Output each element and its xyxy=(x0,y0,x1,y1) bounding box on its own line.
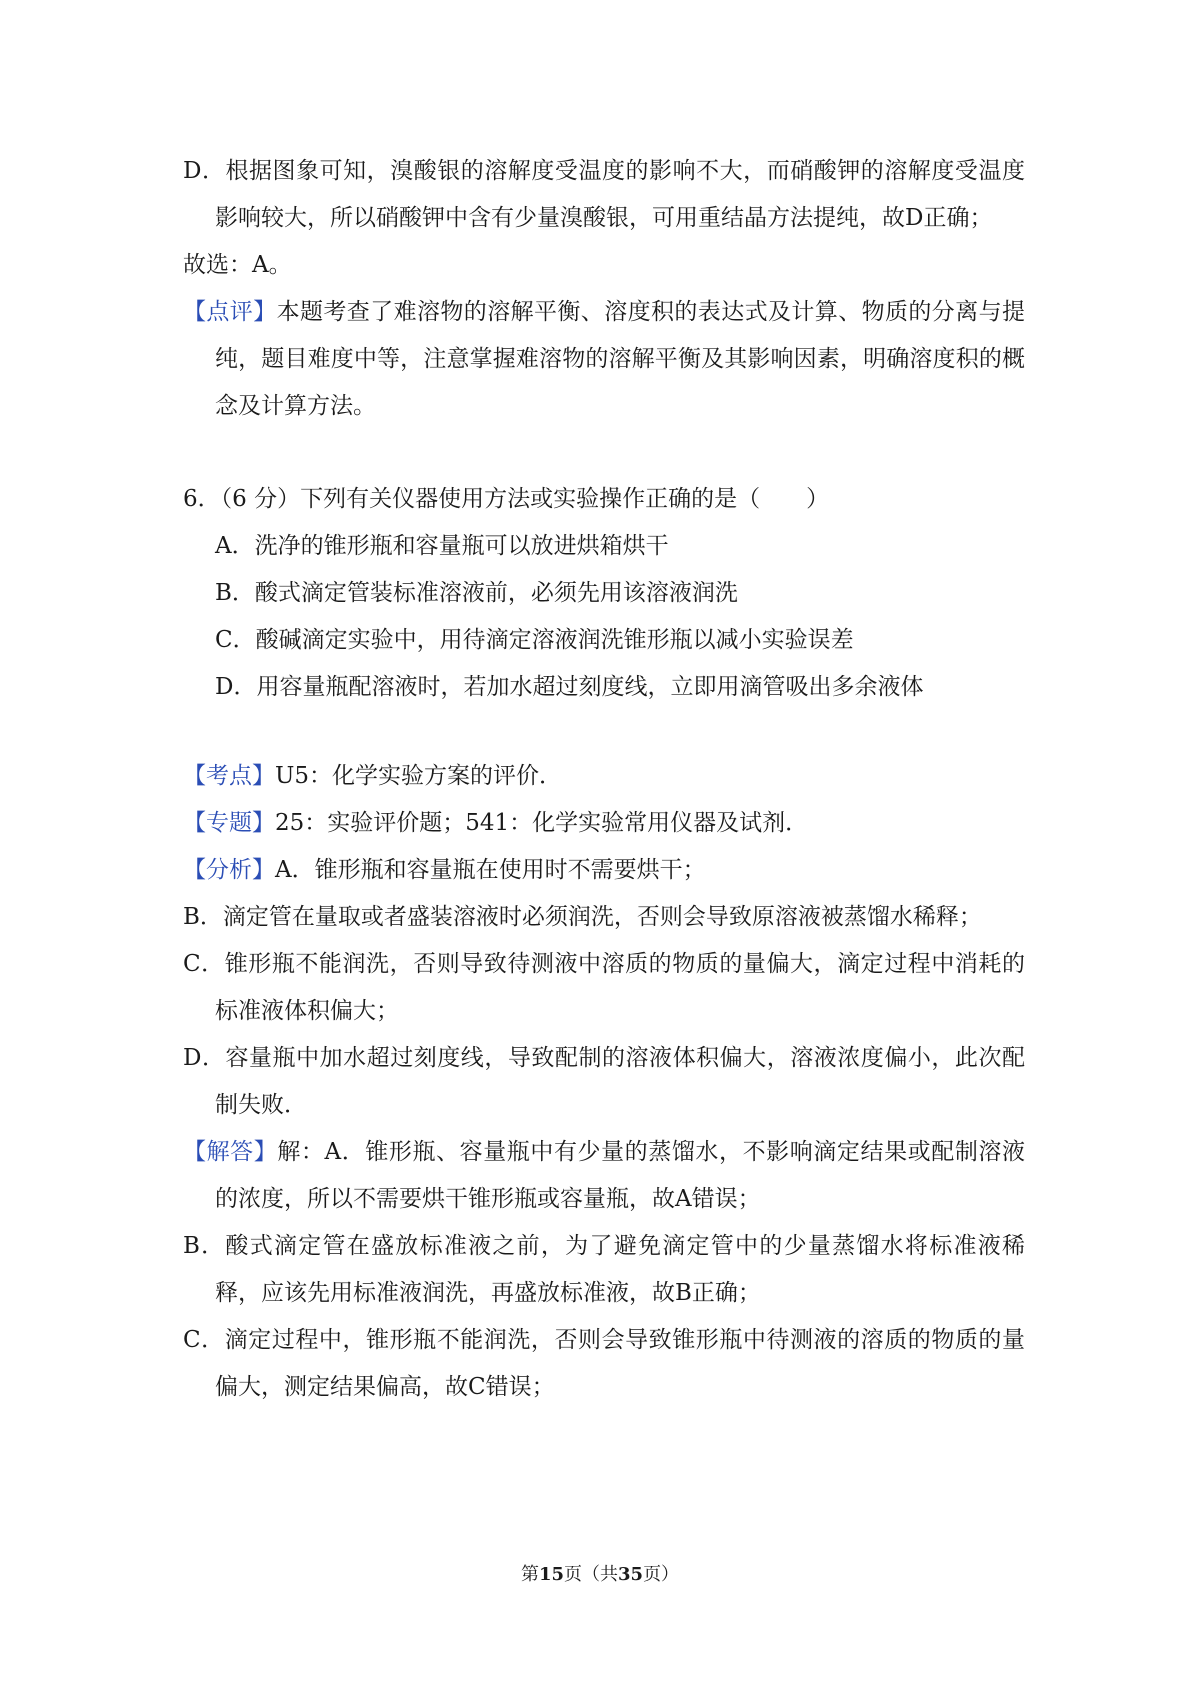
spacer xyxy=(183,711,1025,753)
answer-choice: 故选：A。 xyxy=(183,252,292,278)
zhuanti-line xyxy=(183,800,1025,847)
question-option-a: A．洗净的锥形瓶和容量瓶可以放进烘箱烘干 xyxy=(215,533,669,559)
spacer xyxy=(183,430,1025,476)
kaodian-tag: 【考点】 xyxy=(183,763,275,789)
fenxi-b: B．滴定管在量取或者盛装溶液时必须润洗，否则会导致原溶液被蒸馏水稀释； xyxy=(183,904,982,930)
jieda-c: C．滴定过程中，锥形瓶不能润洗，否则会导致锥形瓶中待测液的溶质的物质的量偏大，测定结果偏高，故C错误； xyxy=(183,1327,1025,1400)
footer-suffix: 页） xyxy=(643,1564,680,1585)
kaodian-text: U5：化学实验方案的评价． xyxy=(275,763,563,789)
zhuanti-text: 25：实验评价题；541：化学实验常用仪器及试剂． xyxy=(275,810,809,836)
kaodian-line xyxy=(183,753,1025,800)
jieda-b: B．酸式滴定管在盛放标准液之前，为了避免滴定管中的少量蒸馏水将标准液稀释，应该先用标准液润洗，再盛放标准液，故B正确； xyxy=(183,1233,1025,1306)
jieda-paragraph xyxy=(183,1129,1025,1223)
page-footer xyxy=(0,1560,1200,1586)
fenxi-c: C．锥形瓶不能润洗，否则导致待测液中溶质的物质的量偏大，滴定过程中消耗的标准液体积偏大； xyxy=(183,951,1025,1024)
zhuanti-tag: 【专题】 xyxy=(183,810,275,836)
question-option-c: C．酸碱滴定实验中，用待滴定溶液润洗锥形瓶以减小实验误差 xyxy=(215,627,854,653)
footer-middle: 页（共 xyxy=(564,1564,618,1585)
fenxi-line xyxy=(183,847,1025,894)
footer-prefix: 第 xyxy=(520,1564,539,1585)
footer-total-pages: 35 xyxy=(618,1564,644,1585)
comment-tag: 【点评】 xyxy=(183,299,277,325)
option-d-explanation: D．根据图象可知，溴酸银的溶解度受温度的影响不大，而硝酸钾的溶解度受温度影响较大，所以硝酸钾中含有少量溴酸银，可用重结晶方法提纯，故D正确； xyxy=(183,158,1025,231)
comment-paragraph xyxy=(183,289,1025,430)
footer-page-number: 15 xyxy=(538,1564,564,1585)
comment-text: 本题考查了难溶物的溶解平衡、溶度积的表达式及计算、物质的分离与提纯，题目难度中等，注意掌握难溶物的溶解平衡及其影响因素，明确溶度积的概念及计算方法。 xyxy=(215,299,1026,419)
question-option-d: D．用容量瓶配溶液时，若加水超过刻度线，立即用滴管吸出多余液体 xyxy=(215,674,924,700)
jieda-text-a: 解：A．锥形瓶、容量瓶中有少量的蒸馏水，不影响滴定结果或配制溶液的浓度，所以不需要烘干锥形瓶或容量瓶，故A错误； xyxy=(215,1139,1026,1212)
fenxi-tag: 【分析】 xyxy=(183,857,275,883)
fenxi-text-a: A．锥形瓶和容量瓶在使用时不需要烘干； xyxy=(275,857,706,883)
page-content xyxy=(183,148,1025,1411)
question-stem: 6．（6 分）下列有关仪器使用方法或实验操作正确的是（ ） xyxy=(183,486,830,512)
question-option-b: B．酸式滴定管装标准溶液前，必须先用该溶液润洗 xyxy=(215,580,738,606)
fenxi-d: D．容量瓶中加水超过刻度线，导致配制的溶液体积偏大，溶液浓度偏小，此次配制失败． xyxy=(183,1045,1025,1118)
jieda-tag: 【解答】 xyxy=(183,1139,278,1165)
